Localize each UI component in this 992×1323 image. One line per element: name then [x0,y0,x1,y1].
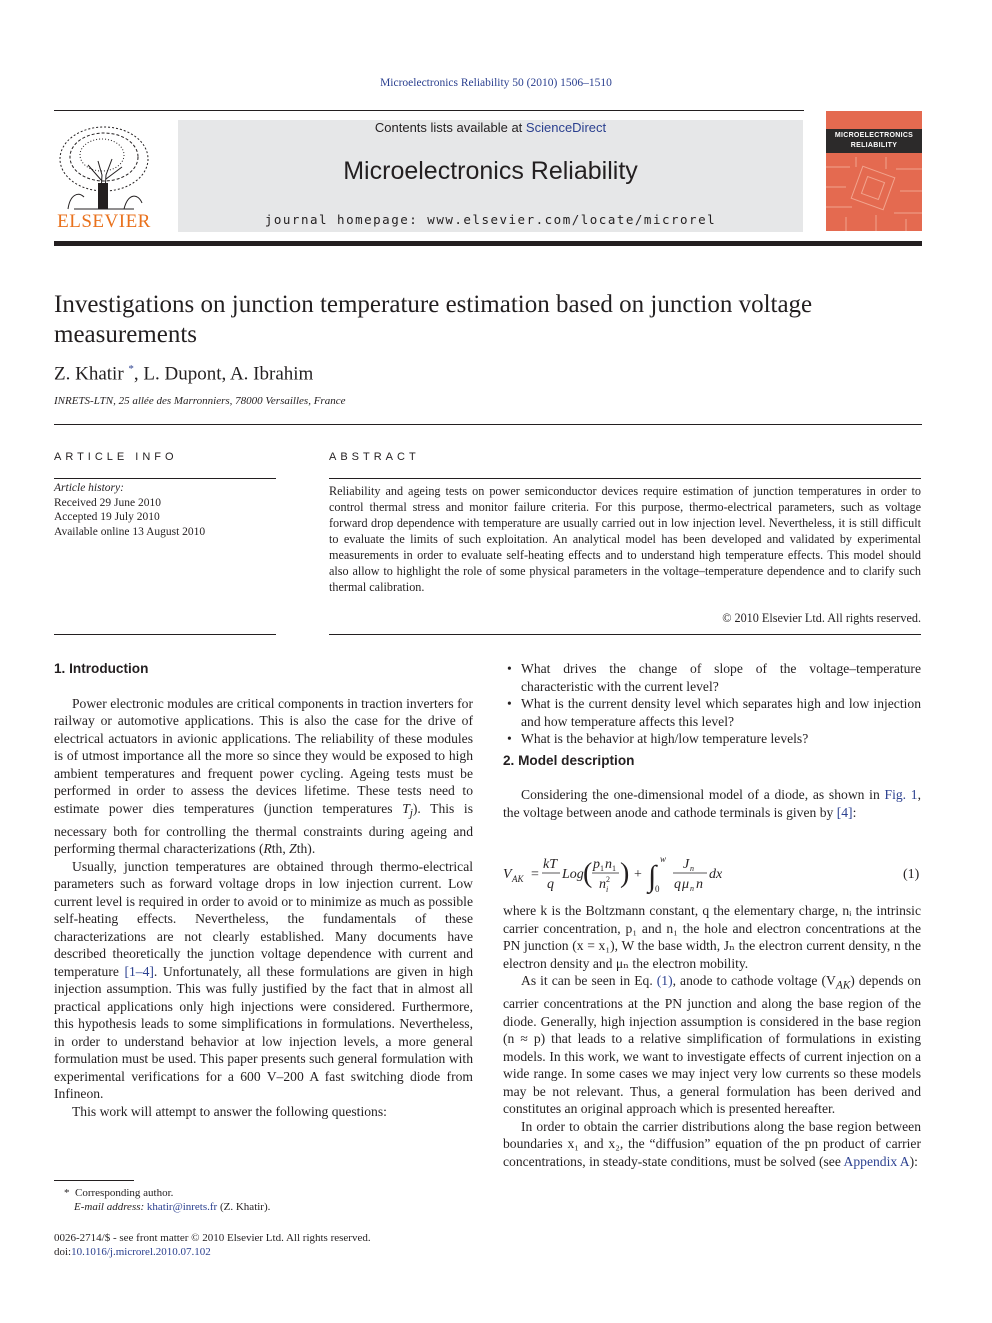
svg-text:n: n [690,884,694,893]
svg-text:1: 1 [612,864,616,873]
list-item: • What drives the change of slope of the voltage–temperature characteristic with the current level? [503,660,921,695]
svg-text:): ) [620,858,630,889]
svg-text:n: n [605,857,612,872]
model-paragraph-2: where k is the Boltzmann constant, q the elementary charge, nᵢ the intrinsic carrier concentration, p₁ and n₁ the hole and electron concentrations at the PN junction (x = x₁), W the base width, Jₙ the electron current density, n the electron density and μₙ the electron mobility. [503,903,921,971]
section-heading-introduction: 1. Introduction [54,661,149,676]
svg-text:dx: dx [709,867,723,882]
author-list [54,363,313,385]
journal-homepage[interactable]: journal homepage: www.elsevier.com/locate/microrel [264,212,717,227]
cover-title: MICROELECTRONICS RELIABILITY [826,129,922,153]
abstract-heading: ABSTRACT [329,451,420,463]
svg-text:kT: kT [543,857,557,872]
header-rule [54,110,804,111]
contents-line: Contents lists available at ScienceDirect [374,120,607,135]
article-info-bottom-rule [54,634,276,635]
corresponding-author-mark[interactable]: * [128,363,134,375]
reference-link[interactable]: [1–4] [124,963,154,979]
author-name: , L. Dupont, A. Ibrahim [133,363,314,385]
svg-text:w: w [660,854,667,864]
abstract-bottom-rule [329,634,921,635]
equation-link[interactable]: (1) [656,973,673,988]
intro-paragraph-3: This work will attempt to answer the following questions: [72,1103,387,1119]
article-title: Investigations on junction temperature estimation based on junction voltage measurements [54,291,813,348]
model-paragraph-1: Considering the one-dimensional model of a diode, as shown in Fig. 1, the voltage between anode and cathode terminals is given by [4]: [503,787,922,820]
svg-text:(: ( [583,858,593,889]
svg-text:Log: Log [562,867,584,882]
author-name: Z. Khatir [54,363,124,385]
right-column-continued [503,902,921,1170]
svg-text:(1): (1) [903,867,920,882]
footnotes: * Corresponding author. E-mail address: khatir@inrets.fr (Z. Khatir). [64,1187,271,1213]
svg-text:p: p [593,857,600,872]
article-info-rule [54,478,276,479]
model-paragraph-4: In order to obtain the carrier distributions along the base region between boundaries x₁ and x₂, the “diffusion” equation of the pn product of carrier concentrations, in steady-state conditions, must be solved (see Appendix A): [503,1118,921,1169]
appendix-link[interactable]: Appendix A [843,1153,910,1169]
svg-text:μ: μ [682,877,690,892]
author-email-link[interactable]: khatir@inrets.fr [146,1201,218,1213]
questions-list [503,660,921,748]
title-rule [54,424,922,425]
list-item: • What is the current density level which separates high and low injection and how temperature affects this level? [503,695,921,730]
header-thick-rule [54,241,922,246]
section-heading-model: 2. Model description [503,752,635,768]
figure-link[interactable]: Fig. 1 [884,787,918,802]
svg-text:n: n [696,877,703,892]
page-footer: 0026-2714/$ - see front matter © 2010 Elsevier Ltd. All rights reserved. doi:10.1016/j.microrel.2010.07.102 [54,1231,554,1259]
affiliation: INRETS-LTN, 25 allée des Marronniers, 78000 Versailles, France [54,395,346,407]
svg-text:1: 1 [600,864,604,873]
elsevier-wordmark: ELSEVIER [57,211,151,232]
elsevier-logo[interactable] [54,121,154,233]
footnote-rule [54,1180,134,1181]
doi-link[interactable]: 10.1016/j.microrel.2010.07.102 [71,1246,211,1258]
model-paragraph-3: As it can be seen in Eq. (1), anode to cathode voltage $(V_{AK})$ depends on carrier concentrations at the PN junction and along the base region of the diode. Generally, high injection assumption is considered in the base region (n ≈ p) that leads to a relative simplification of formulations in existing models. In this work, we want to investigate effects of current injection on a wide range. In some cases we may inject very low currents so these models may be not relevant. Thus, a general formulation has been derived and constitutes an original approach which is presented hereafter. [503,973,922,1117]
journal-name: Microelectronics Reliability [343,157,638,185]
svg-text:J: J [683,857,690,872]
reference-link[interactable]: [4] [836,804,853,820]
svg-text:n: n [599,877,606,892]
svg-text:+: + [634,867,642,882]
svg-text:q: q [547,877,554,892]
svg-text:∫: ∫ [648,860,657,893]
abstract-copyright: © 2010 Elsevier Ltd. All rights reserved. [722,611,921,625]
issn-line: 0026-2714/$ - see front matter © 2010 Elsevier Ltd. All rights reserved. [54,1232,371,1244]
svg-text:0: 0 [655,884,660,894]
abstract-text: Reliability and ageing tests on power semiconductor devices require estimation of junction temperatures in order to control thermal stress and monitor failure criteria. For this purpose, thermo-electrical parameters, such as voltage forward drop dependence with temperature are usually carried out in low injection level. Nevertheless, it is still difficult to evaluate the limits of such exploitation. An analytical model has been developed and validated by experimental measurements in order to evaluate self-heating effects and to understand high temperature effects. This model should also allow to highlight the role of some physical parameters in the voltage–temperature dependence and to clarify such thermal calibration. [329,484,921,594]
left-column [54,660,473,1120]
elsevier-tree-icon [54,121,154,213]
svg-text:=: = [531,867,539,882]
svg-text:i: i [606,885,609,894]
svg-text:q: q [674,877,681,892]
article-info-heading: ARTICLE INFO [54,451,178,463]
svg-text:2: 2 [606,875,610,884]
right-column [503,660,921,821]
journal-citation[interactable]: Microelectronics Reliability 50 (2010) 1506–1510 [380,77,612,89]
footnote-mark: * [64,1187,70,1199]
abstract-rule [329,478,921,479]
equation-1 [503,852,921,896]
journal-cover-image[interactable] [826,111,922,231]
journal-banner [178,120,803,232]
article-history: Article history: Received 29 June 2010 Accepted 19 July 2010 Available online 13 August 2010 [54,482,206,538]
circuit-pattern-icon [826,157,922,231]
equation-graphic [503,852,921,896]
intro-paragraph-2: Usually, junction temperatures are obtained through thermo-electrical parameters such as forward voltage drops in low injection current. Low current level is required in order to avoid or to minimize as much as possible self-heating effects. Nevertheless, the fundamentals of these characterizations are not clearly established. Many documents have described theoretically the junction voltage dependence with current and temperature [1–4]. Unfortunately, all these formulations are given in high injection assumption. This was fully justified by the fact that in almost all practical applications only high injections were considered. Furthermore, this hypothesis leads to some simplifications in formulations. Nevertheless, in order to understand behavior at low injection levels, a more general formulation must be used. This paper presents such general formulation with experimental verifications for a 600 V–200 A fast switching diode from Infineon. [54,858,473,1102]
svg-text:n: n [690,864,694,873]
intro-paragraph-1: Power electronic modules are critical components in traction inverters for railway or automotive applications. This is also the case for the drive of electrical actuators in avionic applications. The reliability of these modules is of utmost importance all the more so since they would be exposed to high ambient temperatures and frequent power cycling. Ageing tests must be performed in order to assess the devices lifetime. These tests need to estimate power dies temperatures (junction temperatures $T_j$). This is necessary both for controlling the thermal constraints during ageing and performing thermal characterizations (Rth, Zth). [54,695,473,857]
sciencedirect-link[interactable]: ScienceDirect [525,120,607,135]
svg-text:V: V [503,867,512,882]
svg-text:AK: AK [512,874,524,884]
list-item: • What is the behavior at high/low temperature levels? [503,730,921,748]
